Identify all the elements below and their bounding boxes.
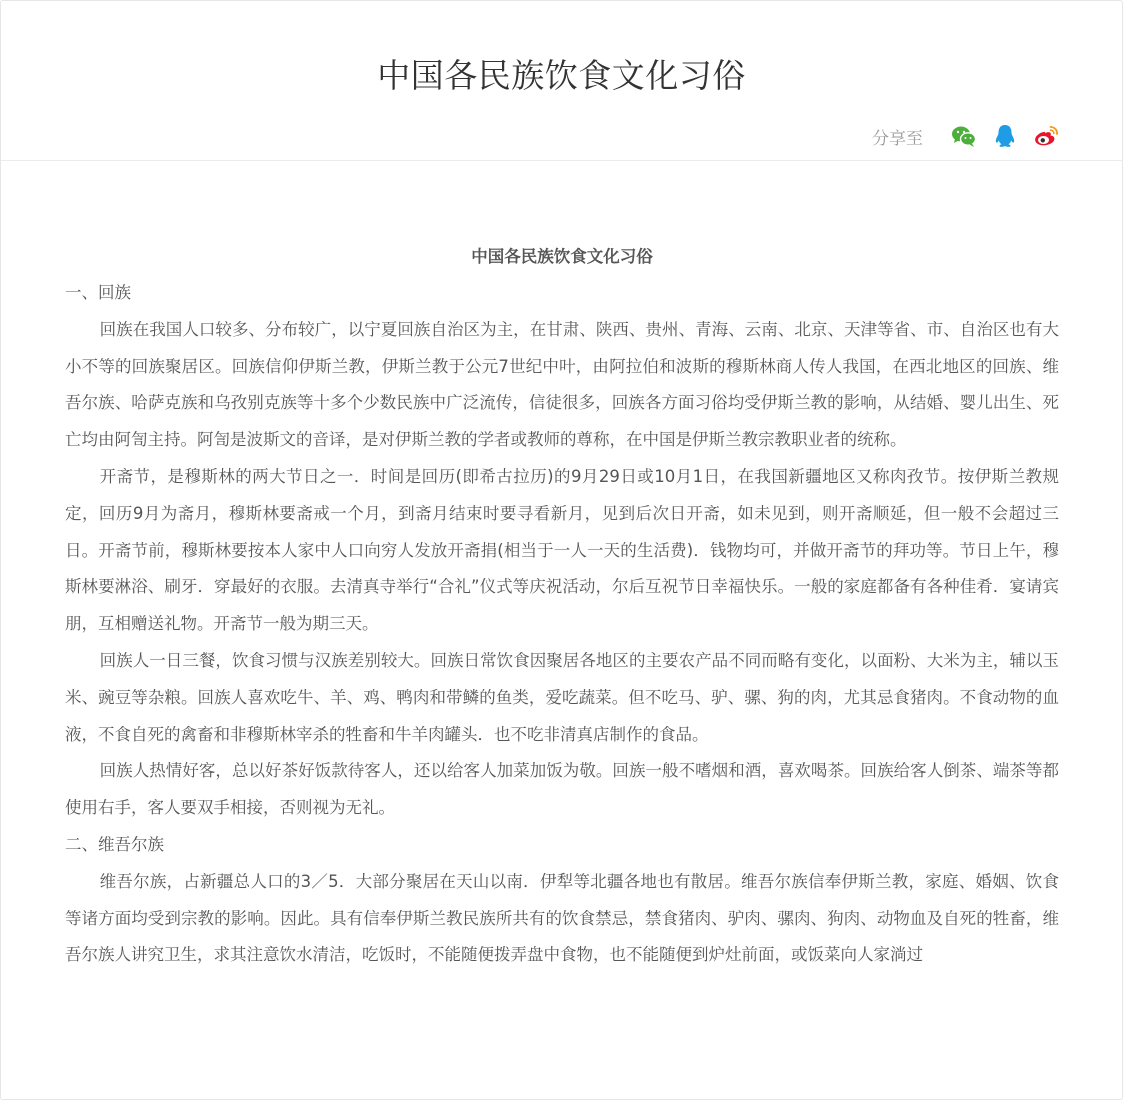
paragraph: 回族人热情好客，总以好茶好饭款待客人，还以给客人加菜加饭为敬。回族一般不嗜烟和酒，喜欢喝茶。回族给客人倒茶、端茶等都使用右手，客人要双手相接，否则视为无礼。 (65, 761, 1059, 818)
share-bar (872, 122, 1060, 150)
weibo-icon[interactable] (1032, 122, 1060, 150)
share-label: 分享至 (872, 128, 923, 149)
wechat-icon[interactable] (950, 122, 978, 150)
qq-icon[interactable] (991, 122, 1019, 150)
paragraph: 开斋节，是穆斯林的两大节日之一．时间是回历(即希古拉历)的9月29日或10月1日，在我国新疆地区又称肉孜节。按伊斯兰教规定，回历9月为斋月，穆斯林要斋戒一个月，到斋月结束时要寻看新月，见到后次日开斋，如未见到，则开斋顺延，但一般不会超过三日。开斋节前，穆斯林要按本人家中人口向穷人发放开斋捐(相当于一人一天的生活费)．钱物均可，并做开斋节的拜功等。节日上午，穆斯林要淋浴、刷牙．穿最好的衣服。去清真寺举行“合礼”仪式等庆祝活动，尔后互祝节日幸福快乐。一般的家庭都备有各种佳肴．宴请宾朋，互相赠送礼物。开斋节一般为期三天。 (65, 466, 1059, 634)
page-title: 中国各民族饮食文化习俗 (377, 56, 746, 95)
section-heading-hui: 一、回族 (65, 283, 131, 302)
section-heading-uyghur: 二、维吾尔族 (65, 834, 164, 854)
paragraph: 回族人一日三餐，饮食习惯与汉族差别较大。回族日常饮食因聚居各地区的主要农产品不同而略有变化，以面粉、大米为主，辅以玉米、豌豆等杂粮。回族人喜欢吃牛、羊、鸡、鸭肉和带鳞的鱼类，爱吃蔬菜。但不吃马、驴、骡、狗的肉，尤其忌食猪肉。不食动物的血液，不食自死的禽畜和非穆斯林宰杀的牲畜和牛羊肉罐头．也不吃非清真店制作的食品。 (65, 650, 1059, 744)
article-title: 中国各民族饮食文化习俗 (471, 247, 653, 266)
paragraph: 回族在我国人口较多、分布较广，以宁夏回族自治区为主，在甘肃、陕西、贵州、青海、云南、北京、天津等省、市、自治区也有大小不等的回族聚居区。回族信仰伊斯兰教，伊斯兰教于公元7世纪中叶，由阿拉伯和波斯的穆斯林商人传人我国，在西北地区的回族、维吾尔族、哈萨克族和乌孜别克族等十多个少数民族中广泛流传，信徒很多，回族各方面习俗均受伊斯兰教的影响，从结婚、婴儿出生、死亡均由阿訇主持。阿訇是波斯文的音译，是对伊斯兰教的学者或教师的尊称，在中国是伊斯兰教宗教职业者的统称。 (65, 319, 1059, 450)
article-body (1, 161, 1122, 974)
article-header (1, 1, 1122, 161)
paragraph: 维吾尔族，占新疆总人口的3／5．大部分聚居在天山以南．伊犁等北疆各地也有散居。维吾尔族信奉伊斯兰教，家庭、婚姻、饮食等诸方面均受到宗教的影响。因此。具有信奉伊斯兰教民族所共有的饮食禁忌，禁食猪肉、驴肉、骡肉、狗肉、动物血及自死的牲畜，维吾尔族人讲究卫生，求其注意饮水清洁，吃饭时，不能随便拨弄盘中食物，也不能随便到炉灶前面，或饭菜向人家淌过 (65, 871, 1059, 965)
